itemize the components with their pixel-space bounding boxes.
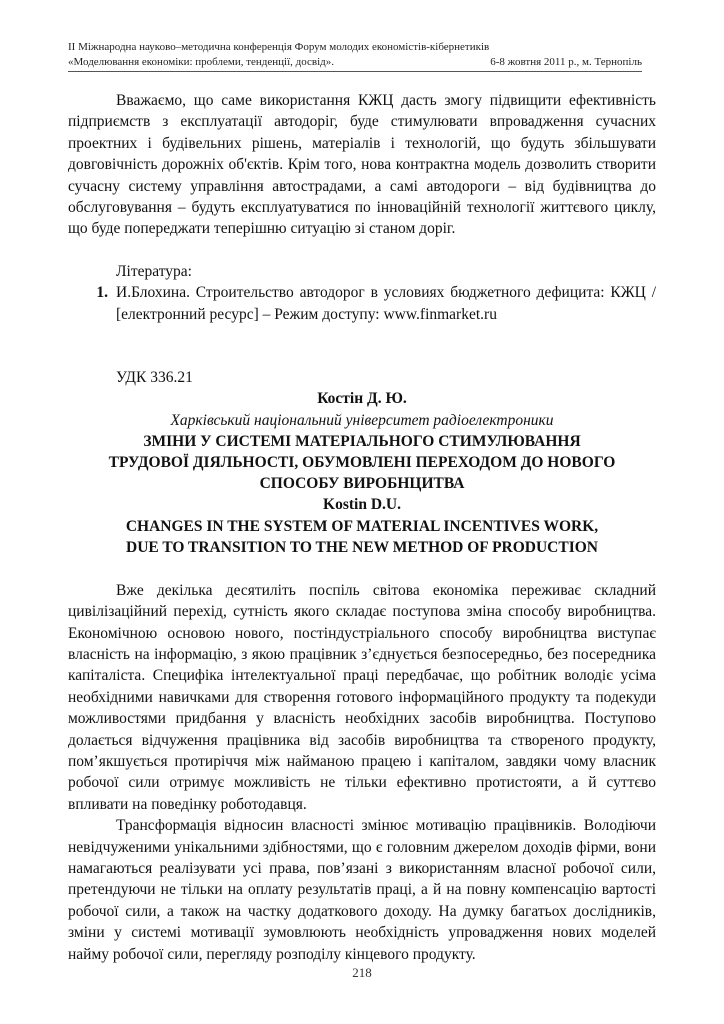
running-header <box>68 40 642 72</box>
header-date-place: 6-8 жовтня 2011 р., м. Тернопіль <box>490 56 642 68</box>
header-conference-line: ІІ Міжнародна науково–методична конференція Форум молодих економістів-кібернетиків <box>68 41 490 53</box>
article-title-en-line2: DUE TO TRANSITION TO THE NEW METHOD OF PRODUCTION <box>126 538 598 556</box>
article-title-uk-line1: ЗМІНИ У СИСТЕМІ МАТЕРІАЛЬНОГО СТИМУЛЮВАННЯ <box>143 433 581 451</box>
article-title-en-line1: CHANGES IN THE SYSTEM OF MATERIAL INCENTIVES WORK, <box>125 517 599 535</box>
header-second-line <box>68 55 642 70</box>
header-conference-title: «Моделювання економіки: проблеми, тенденції, досвід». <box>68 56 335 68</box>
reference-item <box>68 282 656 325</box>
author-name-en: Kostin D.U. <box>323 496 401 514</box>
reference-text: И.Блохина. Строительство автодорог в условиях бюджетного дефицита: КЖЦ / [електронний ресурс] – Режим доступу: www.finmarket.ru <box>116 284 656 323</box>
page-body <box>68 90 656 965</box>
author-affiliation: Харківський національний університет радіоелектроники <box>170 411 554 429</box>
reference-number: 1. <box>96 284 108 302</box>
article-paragraph-2: Трансформація відносин власності змінює мотивацію працівників. Володіючи невідчуженими унікальними здібностями, що є головним джерелом доходів фірми, вони намагаються реалізувати усі права, пов’язані з використанням власної робочої сили, претендуючи не тільки на оплату результатів праці, а й на повну компенсацію вартості робочої сили, а також на частку додаткового доходу. На думку багатьох дослідників, зміни у системі мотивації зумовлюють необхідність упровадження нових моделей найму робочої сили, перегляду розподілу кінцевого продукту. <box>68 817 656 963</box>
article-title-uk-line2: ТРУДОВОЇ ДІЯЛЬНОСТІ, ОБУМОВЛЕНІ ПЕРЕХОДОМ ДО НОВОГО <box>108 454 616 472</box>
article-title-uk-line3: СПОСОБУ ВИРОБНЦИТВА <box>259 475 465 493</box>
udk-code: УДК 336.21 <box>116 369 193 387</box>
author-name-uk: Костін Д. Ю. <box>317 390 407 408</box>
literature-label: Література: <box>116 262 192 280</box>
article-paragraph-1: Вже декілька десятиліть поспіль світова економіка переживає складний цивілізаційний перехід, сутність якого складає поступова зміна способу виробництва. Економічною основою нового, постіндустріального способу виробництва виступає власність на інформацію, з якою працівник з’єднується безпосередньо, без посередника капіталіста. Специфіка інтелектуальної праці передбачає, що робітник володіє усіма необхідними навичками для створення готового інформаційного продукту та подекуди можливостями придбання у власність необхідних засобів виробництва. Поступово долається відчуження працівника від засобів виробництва та створеного продукту, пом’якшується протиріччя між найманою працею і капіталом, завдяки чому власник робочої сили отримує можливість не тільки ефективно протистояти, а й суттєво впливати на поведінку роботодавця. <box>68 581 656 813</box>
intro-paragraph: Вважаємо, що саме використання КЖЦ дасть змогу підвищити ефективність підприємств з експлуатації автодоріг, буде стимулювати впровадження сучасних проектних і будівельних рішень, матеріалів і технологій, що будуть збільшувати довговічність дорожніх об'єктів. Крім того, нова контрактна модель дозволить створити сучасну систему управління автострадами, а самі автодороги – від будівництва до обслуговування – будуть експлуатуватися по інноваційній технології життєвого циклу, що буде попереджати теперішню ситуацію зі станом доріг. <box>68 92 656 238</box>
page-number: 218 <box>352 965 372 980</box>
